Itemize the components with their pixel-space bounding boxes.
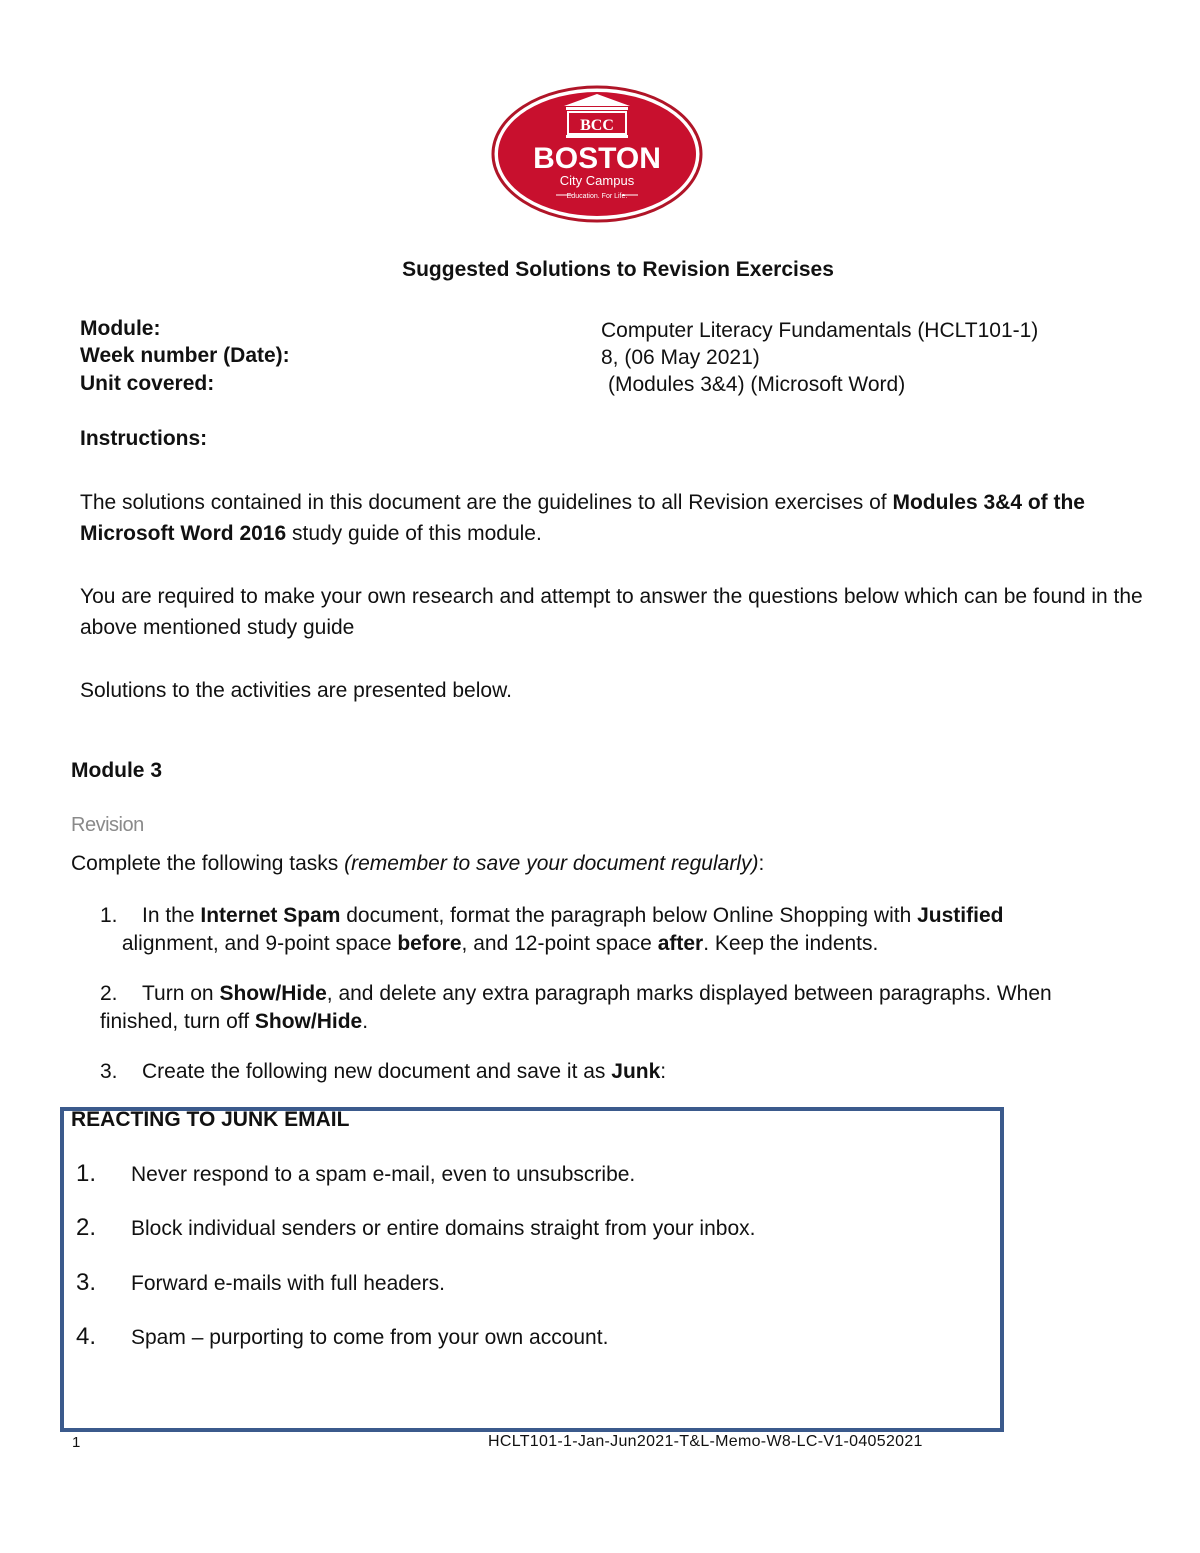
logo-subtitle: City Campus <box>559 173 635 188</box>
task-item-3 <box>100 1058 1132 1086</box>
junk-list-item <box>76 1160 635 1188</box>
instructions-label: Instructions: <box>80 427 208 450</box>
task-text: : <box>660 1060 667 1083</box>
page-number: 1 <box>72 1434 81 1451</box>
junk-item-text: Forward e-mails with full headers. <box>131 1272 445 1295</box>
task-bold: Junk <box>611 1060 661 1083</box>
junk-item-number: 3. <box>76 1269 97 1296</box>
junk-list-item <box>76 1214 755 1242</box>
junk-item-text: Never respond to a spam e-mail, even to unsubscribe. <box>131 1163 636 1186</box>
task-bold: Justified <box>917 904 1004 927</box>
logo-emblem <box>490 84 704 224</box>
para1-bold-word: Microsoft Word 2016 <box>80 522 287 545</box>
para1-bold-modules: Modules 3&4 of the <box>892 491 1085 514</box>
instructions-paragraph-3: Solutions to the activities are presented below. <box>80 679 512 702</box>
module-value: Computer Literacy Fundamentals (HCLT101-1) <box>601 319 1039 342</box>
junk-item-number: 2. <box>76 1214 97 1241</box>
task-text: . <box>362 1010 369 1033</box>
tasks-intro-italic: (remember to save your document regularly) <box>344 852 759 875</box>
junk-item-number: 4. <box>76 1323 97 1350</box>
unit-label: Unit covered: <box>80 372 215 395</box>
instructions-paragraph-1 <box>80 487 1150 549</box>
task-bold: Internet Spam <box>200 904 341 927</box>
task-number: 1. <box>100 904 118 927</box>
task-bold: Show/Hide <box>254 1010 363 1033</box>
logo-name: BOSTON <box>533 142 661 175</box>
task-text: , and delete any extra paragraph marks displayed between paragraphs. When finished, turn off <box>100 982 1052 1033</box>
boston-city-campus-logo <box>490 84 704 224</box>
junk-item-text: Spam – purporting to come from your own account. <box>131 1326 609 1349</box>
module-heading: Module 3 <box>71 759 163 782</box>
junk-item-number: 1. <box>76 1160 97 1187</box>
task-text: alignment, and 9-point space <box>116 932 398 955</box>
task-text: Turn on <box>142 982 220 1005</box>
para1-text: The solutions contained in this document are the guidelines to all Revision exercises of <box>80 491 893 514</box>
task-text: , and 12-point space <box>461 932 658 955</box>
junk-list-item <box>76 1269 445 1297</box>
task-bold: before <box>397 932 462 955</box>
logo-initials: BCC <box>580 117 614 134</box>
tasks-intro <box>71 852 764 876</box>
task-item-1 <box>100 902 1132 958</box>
task-text: In the <box>142 904 201 927</box>
task-text: . Keep the indents. <box>703 932 879 955</box>
para1-tail: study guide of this module. <box>286 522 542 545</box>
tasks-intro-text: Complete the following tasks <box>71 852 345 875</box>
task-text: document, format the paragraph below Online Shopping with <box>340 904 918 927</box>
module-label: Module: <box>80 317 161 340</box>
page-title: Suggested Solutions to Revision Exercises <box>402 258 834 281</box>
task-bold: Show/Hide <box>219 982 327 1005</box>
unit-value: (Modules 3&4) (Microsoft Word) <box>608 373 906 396</box>
tasks-intro-end: : <box>758 852 765 875</box>
instructions-paragraph-2: You are required to make your own research and attempt to answer the questions below which can be found in the above mentioned study guide <box>80 585 1143 639</box>
week-value: 8, (06 May 2021) <box>601 346 760 369</box>
task-item-2 <box>100 980 1132 1036</box>
week-label: Week number (Date): <box>80 344 290 367</box>
task-text: Create the following new document and save it as <box>142 1060 612 1083</box>
junk-item-text: Block individual senders or entire domains straight from your inbox. <box>131 1217 756 1240</box>
task-bold: after <box>657 932 704 955</box>
revision-subheading: Revision <box>71 814 144 836</box>
task-number: 3. <box>100 1060 118 1083</box>
task-number: 2. <box>100 982 118 1005</box>
document-code: HCLT101-1-Jan-Jun2021-T&L-Memo-W8-LC-V1-04052021 <box>488 1433 923 1450</box>
junk-list-item <box>76 1323 608 1351</box>
junk-box-title: REACTING TO JUNK EMAIL <box>71 1108 350 1131</box>
logo-tagline: Education. For Life. <box>566 193 628 200</box>
